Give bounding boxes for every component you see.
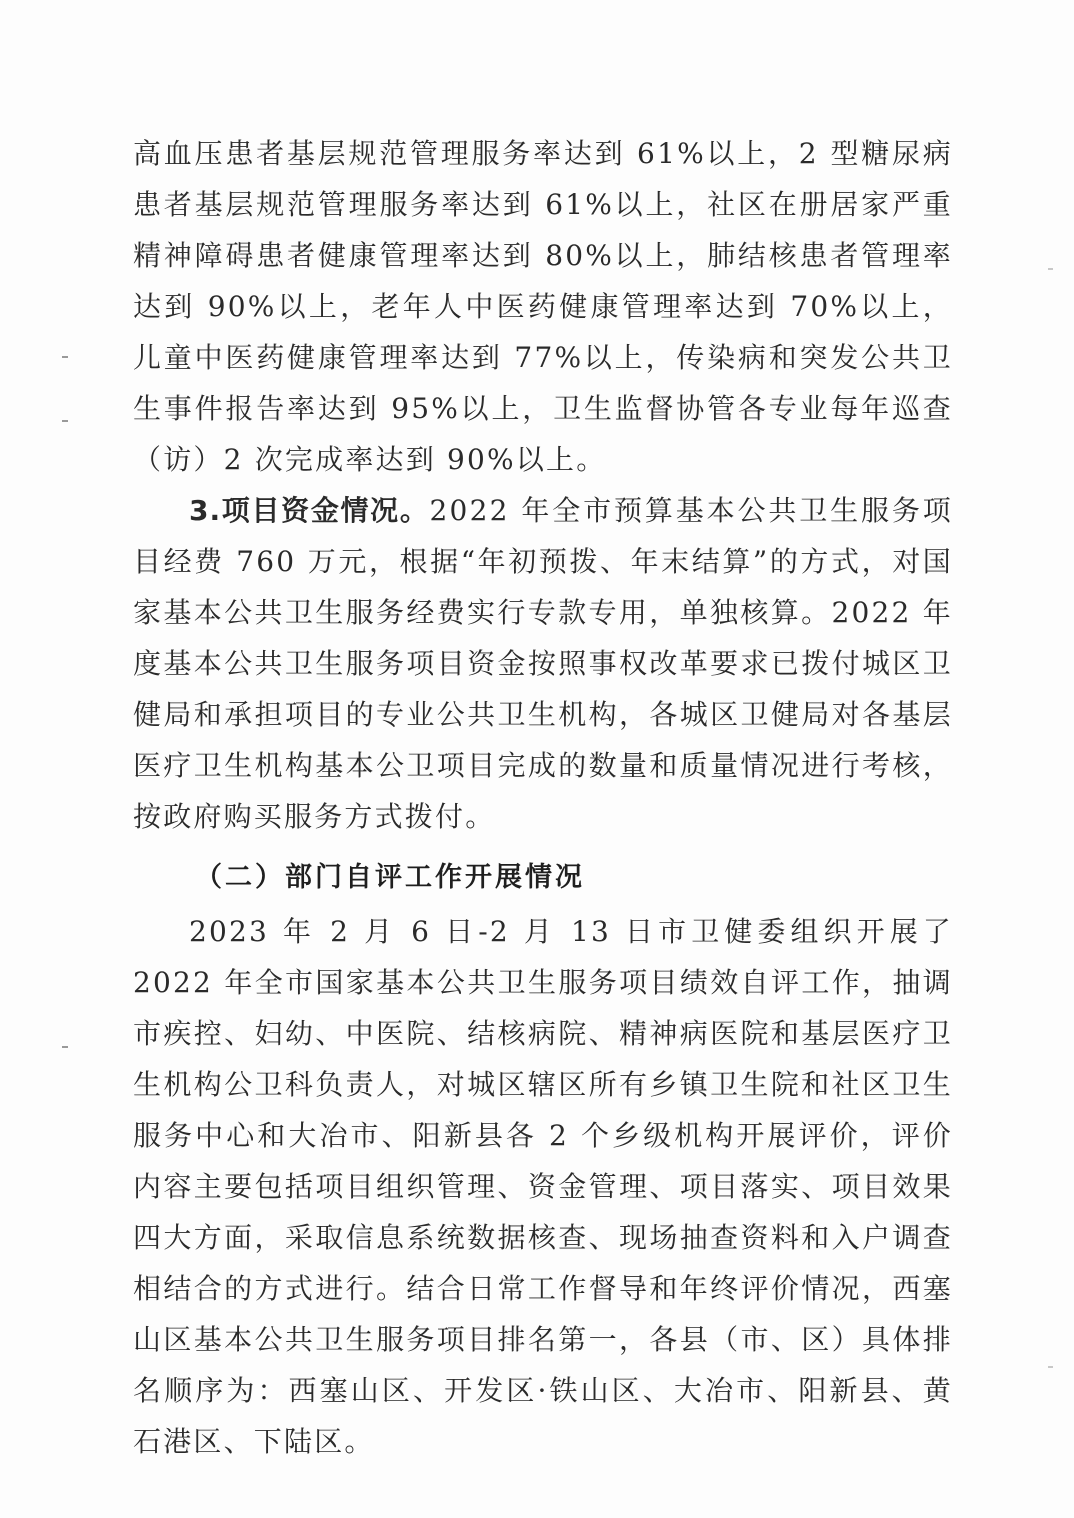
margin-mark bbox=[1048, 268, 1053, 270]
document-body bbox=[133, 128, 953, 1467]
margin-mark bbox=[62, 420, 68, 422]
paragraph-project-funding bbox=[133, 485, 953, 842]
paragraph-health-management-rates: 高血压患者基层规范管理服务率达到 61%以上，2 型糖尿病患者基层规范管理服务率达到 61%以上，社区在册居家严重精神障碍患者健康管理率达到 80%以上，肺结核患者管理率达到 90%以上，老年人中医药健康管理率达到 70%以上，儿童中医药健康管理率达到 77%以上，传染病和突发公共卫生事件报告率达到 95%以上，卫生监督协管各专业每年巡查（访）2 次完成率达到 90%以上。 bbox=[133, 137, 953, 476]
paragraph-self-evaluation: 2023 年 2 月 6 日-2 月 13 日市卫健委组织开展了 2022 年全市国家基本公共卫生服务项目绩效自评工作，抽调市疾控、妇幼、中医院、结核病院、精神病医院和基层医疗卫生机构公卫科负责人，对城区辖区所有乡镇卫生院和社区卫生服务中心和大冶市、阳新县各 2 个乡级机构开展评价，评价内容主要包括项目组织管理、资金管理、项目落实、项目效果四大方面，采取信息系统数据核查、现场抽查资料和入户调查相结合的方式进行。结合日常工作督导和年终评价情况，西塞山区基本公共卫生服务项目排名第一，各县（市、区）具体排名顺序为：西塞山区、开发区·铁山区、大冶市、阳新县、黄石港区、下陆区。 bbox=[133, 915, 953, 1458]
paragraph-lead-heading: 3.项目资金情况。 bbox=[189, 494, 430, 527]
paragraph-funding-body: 2022 年全市预算基本公共卫生服务项目经费 760 万元，根据“年初预拨、年末结算”的方式，对国家基本公共卫生服务经费实行专款专用，单独核算。2022 年度基本公共卫生服务项目资金按照事权改革要求已拨付城区卫健局和承担项目的专业公共卫生机构，各城区卫健局对各基层医疗卫生机构基本公卫项目完成的数量和质量情况进行考核，按政府购买服务方式拨付。 bbox=[133, 494, 953, 833]
margin-mark bbox=[62, 1046, 68, 1048]
section-heading: （二）部门自评工作开展情况 bbox=[195, 862, 585, 893]
margin-mark bbox=[1048, 1366, 1053, 1368]
margin-mark bbox=[62, 356, 68, 358]
